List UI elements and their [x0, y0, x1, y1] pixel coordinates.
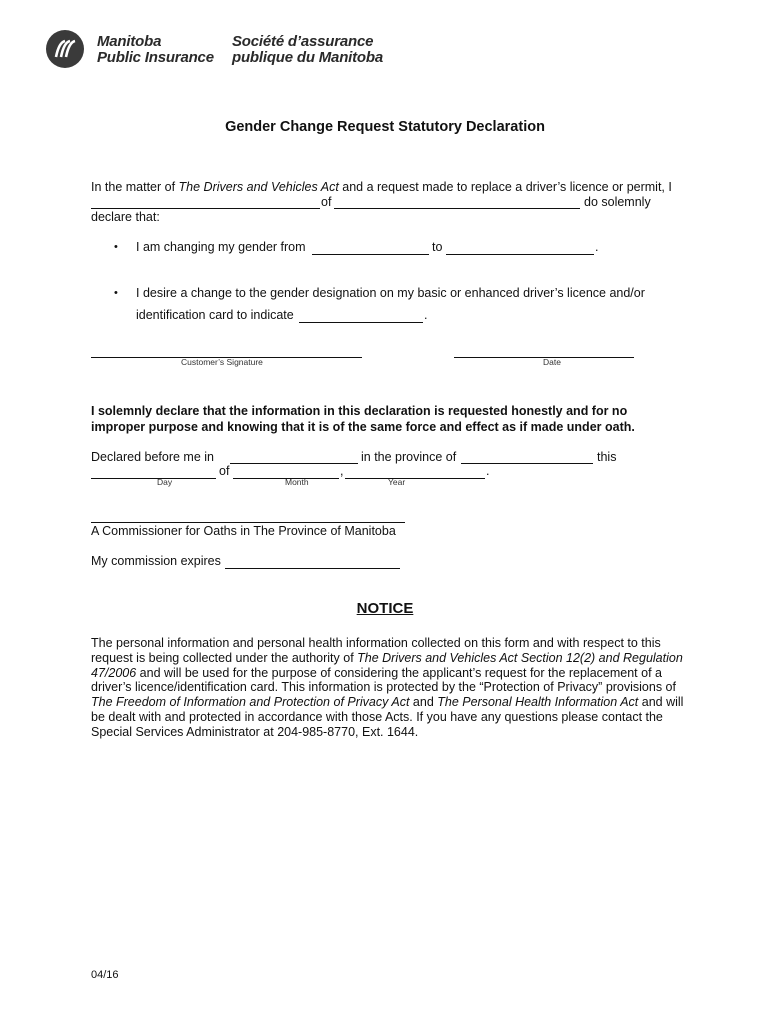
- declaration-line-1: I solemnly declare that the information in this declaration is requested honestly and for no: [91, 404, 628, 418]
- month-label: Month: [285, 477, 309, 487]
- commission-expiry-field[interactable]: [225, 568, 400, 569]
- gender-to-field[interactable]: [446, 254, 594, 255]
- declared-province-field[interactable]: [461, 463, 593, 464]
- gender-designation-field[interactable]: [299, 322, 423, 323]
- year-label: Year: [388, 477, 406, 487]
- bullet-icon: •: [114, 287, 118, 299]
- brand-name-english: Manitoba Public Insurance: [97, 33, 214, 66]
- bullet1-text: I am changing my gender from: [136, 240, 306, 254]
- comma-label: ,: [340, 464, 344, 478]
- commissioner-signature-field[interactable]: [91, 522, 405, 523]
- bullet2-line-2: identification card to indicate: [136, 308, 294, 322]
- of-label: of: [219, 464, 230, 478]
- bullet-icon: •: [114, 241, 118, 253]
- intro-of-label: of: [321, 195, 332, 209]
- mpi-logo-icon: [46, 30, 84, 68]
- gender-from-field[interactable]: [312, 254, 429, 255]
- form-code: 04/16: [91, 969, 119, 981]
- intro-solemnly-label: do solemnly: [584, 195, 651, 209]
- declared-before-label: Declared before me in: [91, 450, 214, 464]
- intro-line-3: declare that:: [91, 210, 160, 224]
- this-label: this: [597, 450, 617, 464]
- period-label: .: [486, 464, 490, 478]
- signature-date-label: Date: [543, 357, 561, 367]
- commission-expires-label: My commission expires: [91, 554, 221, 568]
- customer-signature-label: Customer’s Signature: [181, 357, 263, 367]
- applicant-name-field[interactable]: [91, 208, 320, 209]
- declaration-line-2: improper purpose and knowing that it is of the same force and effect as if made under oath.: [91, 420, 635, 434]
- declared-city-field[interactable]: [230, 463, 358, 464]
- commissioner-label: A Commissioner for Oaths in The Province of Manitoba: [91, 524, 396, 538]
- bullet1-period: .: [595, 240, 599, 254]
- notice-paragraph: The personal information and personal health information collected on this form and with respect to this request is being collected under the authority of The Drivers and Vehicles Act Section 12(2) and Regulation 47/2006 and will be used for the purpose of considering the applicant’s request for the replacement of a driver’s licence/identification card. This information is protected by the “Protection of Privacy” provisions of The Freedom of Information and Protection of Privacy Act and The Personal Health Information Act and will be dealt with and protected in accordance with those Acts. If you have any questions please contact the Special Services Administrator at 204-985-8770, Ext. 1644.: [91, 636, 684, 739]
- bullet2-line-1: I desire a change to the gender designation on my basic or enhanced driver’s licence and/or: [136, 286, 645, 300]
- brand-name-french: Société d’assurance publique du Manitoba: [232, 33, 383, 66]
- day-label: Day: [157, 477, 173, 487]
- province-label: in the province of: [361, 450, 457, 464]
- applicant-address-field[interactable]: [334, 208, 580, 209]
- declared-year-field[interactable]: [345, 478, 485, 479]
- page-title: Gender Change Request Statutory Declaration: [225, 119, 545, 135]
- notice-title: NOTICE: [356, 600, 414, 617]
- declared-day-field[interactable]: [91, 478, 216, 479]
- bullet2-period: .: [424, 308, 428, 322]
- bullet1-to-label: to: [432, 240, 443, 254]
- intro-line-1: In the matter of The Drivers and Vehicles Act and a request made to replace a driver’s licence or permit, I: [91, 180, 672, 194]
